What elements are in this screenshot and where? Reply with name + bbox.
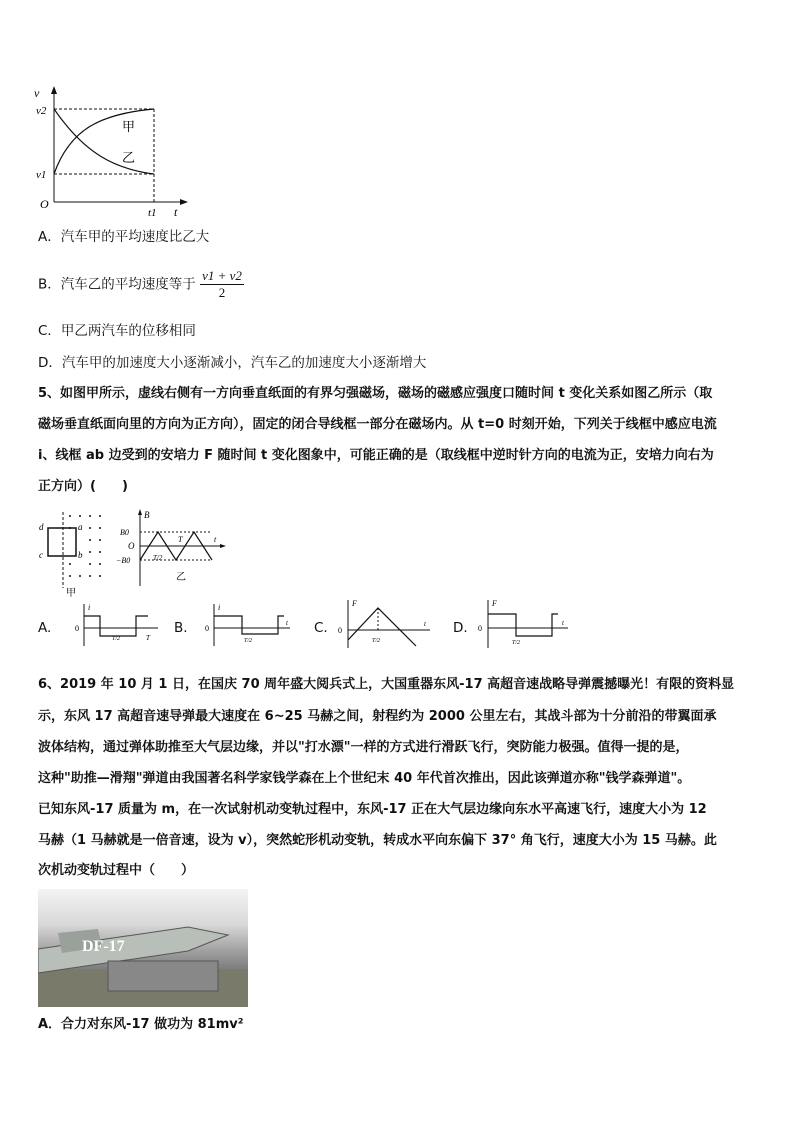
B-axis-arrow	[138, 509, 142, 515]
q6-stem-line1: 6、2019 年 10 月 1 日，在国庆 70 周年盛大阅兵式上，大国重器东风-17 高超音速战略导弹震撼曝光！有限的资料显	[38, 677, 735, 692]
q5-figure	[36, 508, 232, 600]
yi-label: 乙	[122, 150, 136, 165]
v-axis-label: v	[34, 86, 40, 100]
label-t: t	[214, 535, 217, 544]
q6-option-a[interactable]: A．合力对东风-17 做功为 81mv²	[38, 1017, 244, 1032]
q5-stem-line3: i、线框 ab 边受到的安培力 F 随时间 t 变化图象中，可能正确的是（取线框中逆时针方向的电流为正，安培力向右为	[38, 448, 714, 463]
fig-yi-caption: 乙	[176, 572, 186, 583]
q5-stem-line4: 正方向）( )	[38, 479, 128, 494]
q4-option-c[interactable]: C．甲乙两汽车的位移相同	[38, 323, 196, 339]
q5-stem-line1: 5、如图甲所示，虚线右侧有一方向垂直纸面的有界匀强磁场，磁场的磁感应强度口随时间 t 变化关系如图乙所示（取	[38, 386, 713, 401]
axis-i-label: i	[88, 603, 91, 612]
df17-photo	[38, 889, 248, 1007]
q6-stem-line4: 这种"助推—滑翔"弹道由我国著名科学家钱学森在上个世纪末 40 年代首次推出，因此该弹道亦称"钱学森弹道"。	[38, 771, 691, 786]
axis-t-label: t	[286, 619, 288, 627]
q5-option-d-graph[interactable]	[476, 596, 574, 650]
axis-T-half-label: T/2	[512, 640, 521, 646]
q6-stem-line5: 已知东风-17 质量为 m，在一次试射机动变轨过程中，东风-17 正在大气层边缘向东水平高速飞行，速度大小为 12	[38, 802, 707, 817]
q4-option-b-text: B．汽车乙的平均速度等于	[38, 276, 196, 293]
force-waveform	[488, 614, 558, 636]
current-waveform	[84, 616, 148, 636]
v-axis-arrow	[51, 86, 57, 94]
label-c: c	[39, 550, 43, 560]
missile-illustration	[38, 889, 248, 1007]
q6-stem-line6: 马赫（1 马赫就是一倍音速，设为 v），突然蛇形机动变轨，转成水平向东偏下 37° 角飞行，速度大小为 15 马赫。此	[38, 833, 717, 848]
coil-frame	[48, 528, 76, 556]
force-waveform	[348, 608, 416, 646]
q5-option-b-graph[interactable]	[200, 600, 296, 648]
label-d: d	[39, 522, 44, 532]
v1-label: v1	[36, 169, 47, 181]
t-axis-arrow	[220, 544, 226, 548]
curve-yi	[54, 109, 154, 174]
q5-option-a-label[interactable]: A.	[38, 620, 52, 636]
origin-label: O	[40, 197, 49, 211]
q6-stem-line2: 示，东风 17 高超音速导弹最大速度在 6~25 马赫之间，射程约为 2000 公里左右，其战斗部为十分前沿的带翼面承	[38, 709, 717, 724]
axis-t-label: t	[562, 619, 564, 627]
label-negB0: −B0	[116, 556, 131, 565]
q6-stem-line7: 次机动变轨过程中（ ）	[38, 863, 195, 878]
q6-stem-line3: 波体结构，通过弹体助推至大气层边缘，并以"打水漂"一样的方式进行滑跃飞行，突防能力极强。值得一提的是，	[38, 740, 689, 755]
vt-graph	[30, 84, 190, 220]
label-B: B	[144, 510, 150, 520]
label-O: O	[128, 541, 135, 551]
fraction-denominator: 2	[218, 285, 226, 300]
axis-t-label: t	[424, 620, 426, 628]
label-B0: B0	[120, 528, 129, 537]
q5-option-a-graph[interactable]	[70, 600, 162, 648]
v2-label: v2	[36, 105, 47, 117]
axis-i-label: i	[218, 603, 221, 612]
df17-photo-label: DF-17	[82, 938, 125, 955]
axis-origin-label: 0	[338, 626, 342, 635]
q5-option-c-graph[interactable]	[336, 596, 436, 650]
axis-T-half-label: T/2	[372, 638, 381, 644]
q5-option-d-label[interactable]: D.	[453, 620, 468, 636]
q5-stem-line2: 磁场垂直纸面向里的方向为正方向），固定的闭合导线框一部分在磁场内。从 t=0 时刻开始，下列关于线框中感应电流	[38, 417, 717, 432]
curve-jia	[54, 109, 154, 174]
axis-origin-label: 0	[205, 624, 209, 633]
q4-option-a[interactable]: A．汽车甲的平均速度比乙大	[38, 229, 210, 245]
q5-option-c-label[interactable]: C.	[314, 620, 328, 636]
axis-T-half-label: T/2	[112, 636, 121, 642]
axis-F-label: F	[352, 599, 357, 608]
label-T-half: T/2	[153, 554, 163, 562]
label-T: T	[178, 535, 183, 544]
label-b: b	[78, 550, 83, 560]
axis-F-label: F	[492, 599, 497, 608]
q5-option-b-label[interactable]: B.	[174, 620, 188, 636]
magnetic-field-dots	[69, 515, 101, 577]
label-a: a	[78, 522, 83, 532]
fig-jia-caption: 甲	[66, 588, 76, 599]
t-axis-arrow	[180, 199, 188, 205]
t1-label: t1	[148, 207, 157, 219]
axis-T-label: T	[146, 634, 150, 642]
axis-origin-label: 0	[478, 624, 482, 633]
jia-label: 甲	[122, 119, 136, 134]
q4-option-b-fraction	[200, 268, 244, 301]
t-axis-label: t	[174, 205, 178, 219]
current-waveform	[214, 616, 284, 634]
axis-T-half-label: T/2	[244, 638, 253, 644]
q4-option-d[interactable]: D．汽车甲的加速度大小逐渐减小，汽车乙的加速度大小逐渐增大	[38, 355, 427, 371]
fraction-numerator: v1 + v2	[202, 268, 242, 283]
q4-option-b[interactable]	[38, 268, 244, 301]
axis-origin-label: 0	[75, 624, 79, 633]
